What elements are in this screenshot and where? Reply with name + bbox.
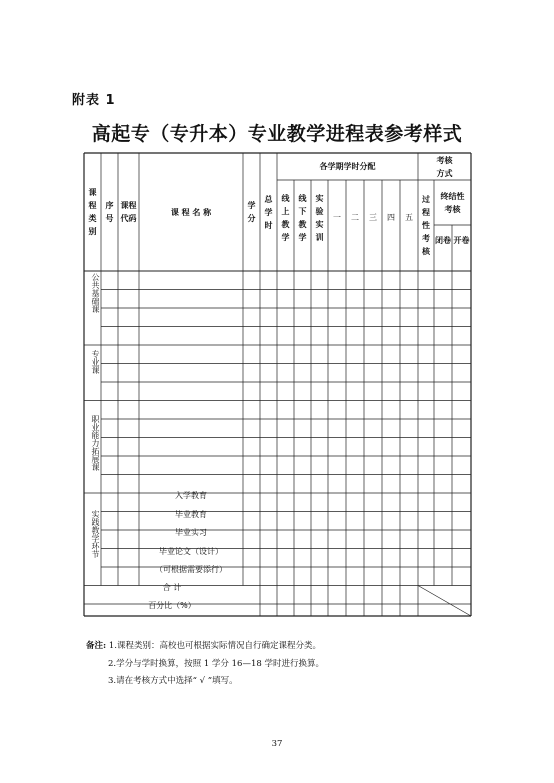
- header-course-name: 课 程 名 称: [170, 206, 212, 217]
- header-closed-book: 闭卷: [435, 235, 451, 245]
- semester-1: 一: [333, 213, 341, 222]
- header-total-hours: 总 学 时: [264, 193, 273, 230]
- header-lab: 实 验 实 训: [315, 192, 324, 242]
- header-online: 线 上 教 学: [281, 192, 290, 242]
- header-summative-assessment: 终结性 考核: [440, 190, 465, 214]
- total-row-label: 合 计: [162, 583, 182, 592]
- semester-5: 五: [405, 213, 413, 222]
- table-rule: [418, 586, 471, 617]
- category-public-basic: 公共基础课: [91, 273, 100, 313]
- header-credit: 学 分: [247, 200, 256, 223]
- page-title: 高起专（专升本）专业教学进程表参考样式: [91, 123, 463, 145]
- header-semester-hours: 各学期学时分配: [319, 161, 376, 171]
- header-seq: 序 号: [105, 200, 114, 223]
- practice-row-internship: 毕业实习: [175, 528, 207, 537]
- notes-label: 备注:: [86, 641, 107, 651]
- note-item: 2.学分与学时换算，按照 1 学分 16—18 学时进行换算。: [108, 658, 324, 669]
- semester-3: 三: [369, 213, 377, 222]
- semester-4: 四: [387, 213, 395, 222]
- note-item: 3.请在考核方式中选择“ √ ”填写。: [108, 676, 238, 686]
- practice-row-enrollment: 入学教育: [175, 491, 207, 500]
- category-practice: 实践教学环节: [91, 510, 100, 558]
- category-major: 专业课: [91, 350, 100, 374]
- header-process-assessment: 过 程 性 考 核: [422, 194, 430, 256]
- percent-row-label: 百分比（%）: [148, 601, 196, 610]
- category-career-extension: 职业能力拓展课: [91, 415, 100, 471]
- practice-row-add-more: （可根据需要添行）: [155, 565, 227, 574]
- appendix-label: 附表 1: [72, 93, 116, 108]
- page-number: 37: [271, 739, 283, 749]
- notes-section: [86, 638, 324, 691]
- header-open-book: 开卷: [453, 235, 470, 245]
- header-assessment: 考核 方式: [436, 154, 453, 178]
- header-category: 课 程 类 别: [88, 187, 97, 236]
- practice-row-thesis: 毕业论文（设计）: [159, 546, 223, 556]
- header-course-code: 课程 代码: [120, 200, 137, 223]
- semester-2: 二: [351, 213, 359, 222]
- note-item: 1.课程类别：高校也可根据实际情况自行确定课程分类。: [108, 641, 321, 651]
- header-offline: 线 下 教 学: [298, 192, 307, 242]
- practice-row-graduation-education: 毕业教育: [175, 509, 207, 519]
